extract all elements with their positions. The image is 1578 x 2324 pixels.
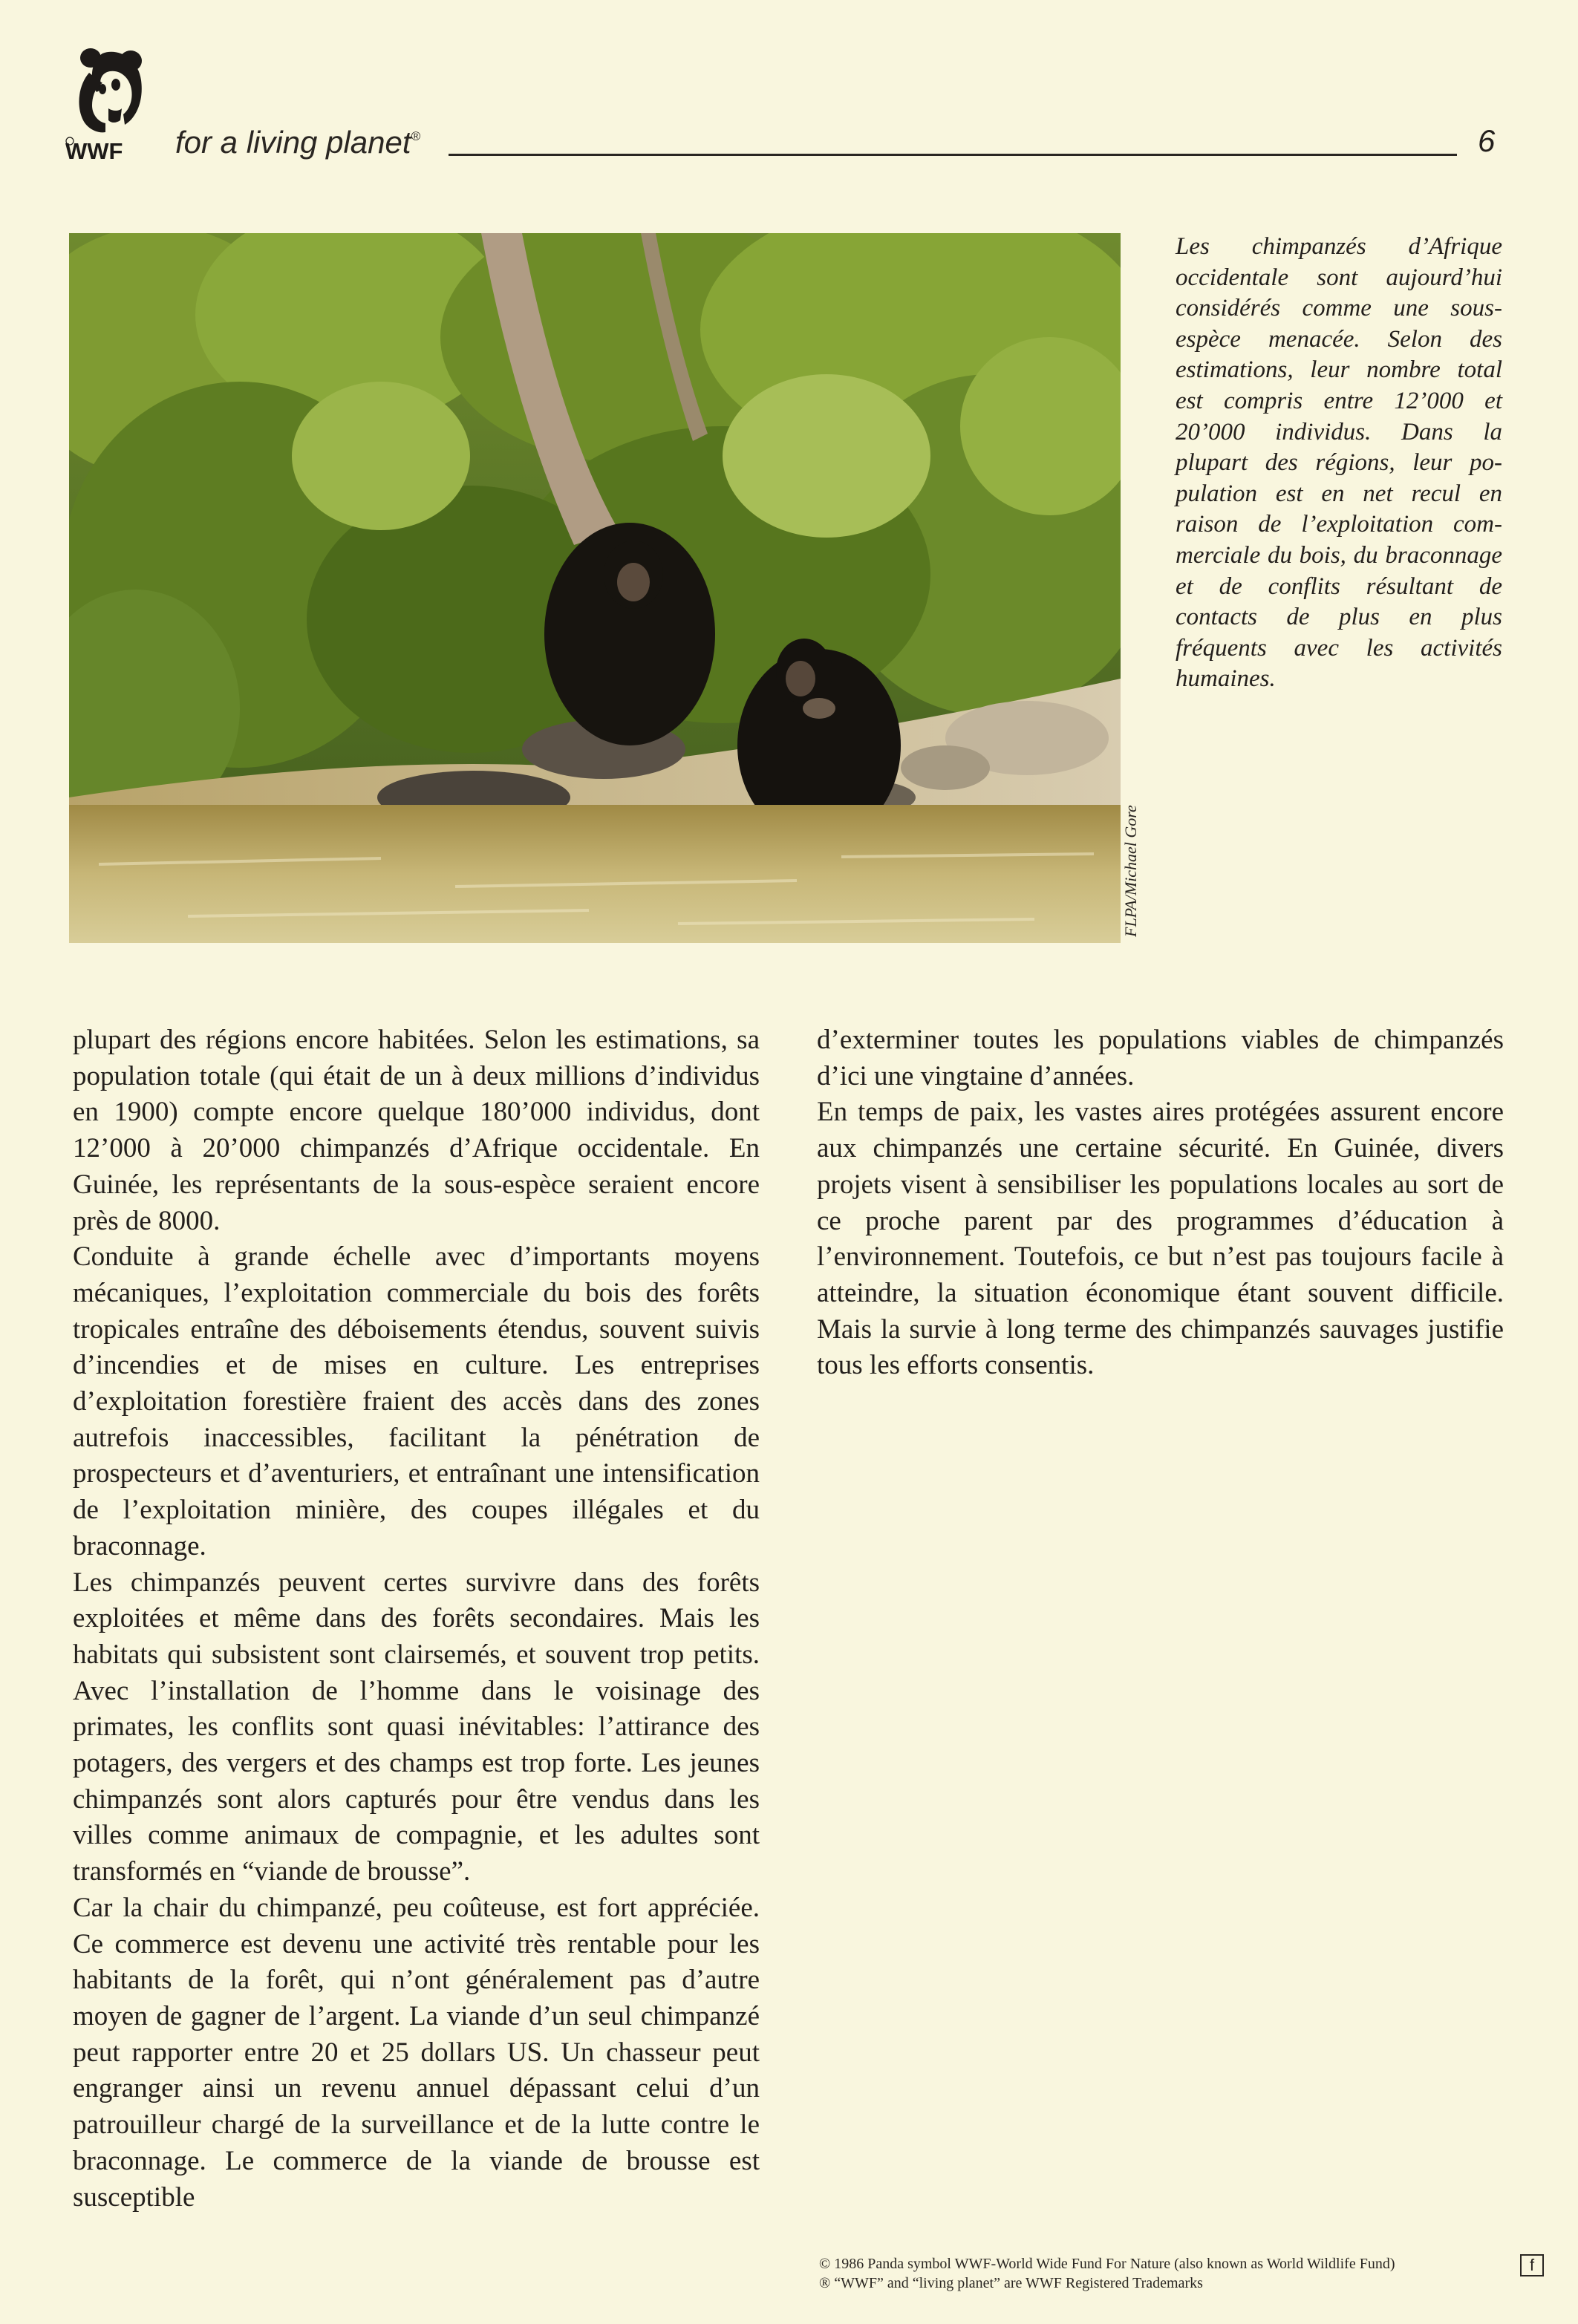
tagline-registered-mark: ® <box>411 129 421 143</box>
figure-caption: Les chimpanzés d’Afrique occidentale sont aujourd’hui considérés comme une sousespèce menacée. Selon des estimations, leur nombre total est compris entre 12’000 et 20’000 individus. Dans la plupart des régions, leur population est en net recul en raison de l’exploitation commerciale du bois, du braconnage et de conflits résultant de contacts de plus en plus fréquents avec les activités humaines. <box>1176 233 1502 693</box>
page-mark: f <box>1520 2254 1544 2276</box>
chimpanzee-photo <box>69 233 1121 943</box>
body-paragraph: En temps de paix, les vastes aires protégées assurent encore aux chimpanzés une certaine sécurité. En Guinée, divers projets visent à sensibiliser les populations locales au sort de ce proche parent par des programmes d’éducation à l’environnement. Toutefois, ce but n’est pas toujours facile à atteindre, la situation économique étant souvent difficile. Mais la survie à long terme des chimpanzés sauvages justifie tous les efforts consentis. <box>817 1097 1504 1381</box>
river-water <box>69 805 1121 943</box>
tagline-text: for a living planet <box>175 125 411 160</box>
body-paragraph: plupart des régions encore habitées. Selon les estimations, sa population totale (qui était de un à deux millions d’individus en 1900) compte encore quelque 180’000 individus, dont 12’000 à 20’000 chimpanzés d’Afrique occidentale. En Guinée, les représentants de la sous-espèce seraient encore près de 8000. <box>73 1025 760 1236</box>
chimpanzee-adult <box>544 523 715 745</box>
header-tagline <box>175 125 420 160</box>
wwf-panda-logo <box>64 37 153 163</box>
body-column-left <box>73 1022 760 2216</box>
body-column-right <box>817 1022 1504 1384</box>
body-paragraph: Les chimpanzés peuvent certes survivre dans des forêts exploitées et même dans des forêts secondaires. Mais les habitats qui subsistent sont clairsemés, et souvent trop petits. Avec l’installation de l’homme dans le voisinage des primates, les conflits sont quasi inévitables: l’attirance des potagers, des vergers et des champs est trop forte. Les jeunes chimpanzés sont alors capturés pour être vendus dans les villes comme animaux de compagnie, et les adultes sont transformés en “viande de brousse”. <box>73 1567 760 1887</box>
wwf-logo-text: WWF <box>65 138 123 163</box>
photo-credit: FLPA/Michael Gore <box>1121 805 1140 937</box>
copyright-notice <box>819 2254 1502 2293</box>
body-paragraph: Conduite à grande échelle avec d’importants moyens mécaniques, l’exploitation commerciale du bois des forêts tropicales entraîne des déboisements étendus, souvent suivis d’incendies et de mises en culture. Les entreprises d’exploitation forestière fraient des accès dans des zones autrefois inaccessibles, facilitant la pénétration de prospecteurs et d’aventuriers, et entraînant une intensification de l’exploitation minière, des coupes illégales et du braconnage. <box>73 1241 760 1561</box>
trademark-line: ® “WWF” and “living planet” are WWF Registered Trademarks <box>819 2275 1203 2291</box>
body-paragraph: Car la chair du chimpanzé, peu coûteuse, est fort appréciée. Ce commerce est devenu une activité très rentable pour les habitants de la forêt, qui n’ont généralement pas d’autre moyen de gagner de l’argent. La viande d’un seul chimpanzé peut rapporter entre 20 et 25 dollars US. Un chasseur peut engranger ainsi un revenu annuel dépassant celui d’un patrouilleur chargé de la surveillance et de la lutte contre le braconnage. Le commerce de la viande de brousse est susceptible <box>73 1892 760 2213</box>
page-number: 6 <box>1478 123 1496 158</box>
header-rule <box>449 154 1457 156</box>
body-paragraph: d’exterminer toutes les populations viables de chimpanzés d’ici une vingtaine d’années. <box>817 1025 1504 1091</box>
copyright-line: © 1986 Panda symbol WWF-World Wide Fund For Nature (also known as World Wildlife Fund) <box>819 2256 1395 2272</box>
